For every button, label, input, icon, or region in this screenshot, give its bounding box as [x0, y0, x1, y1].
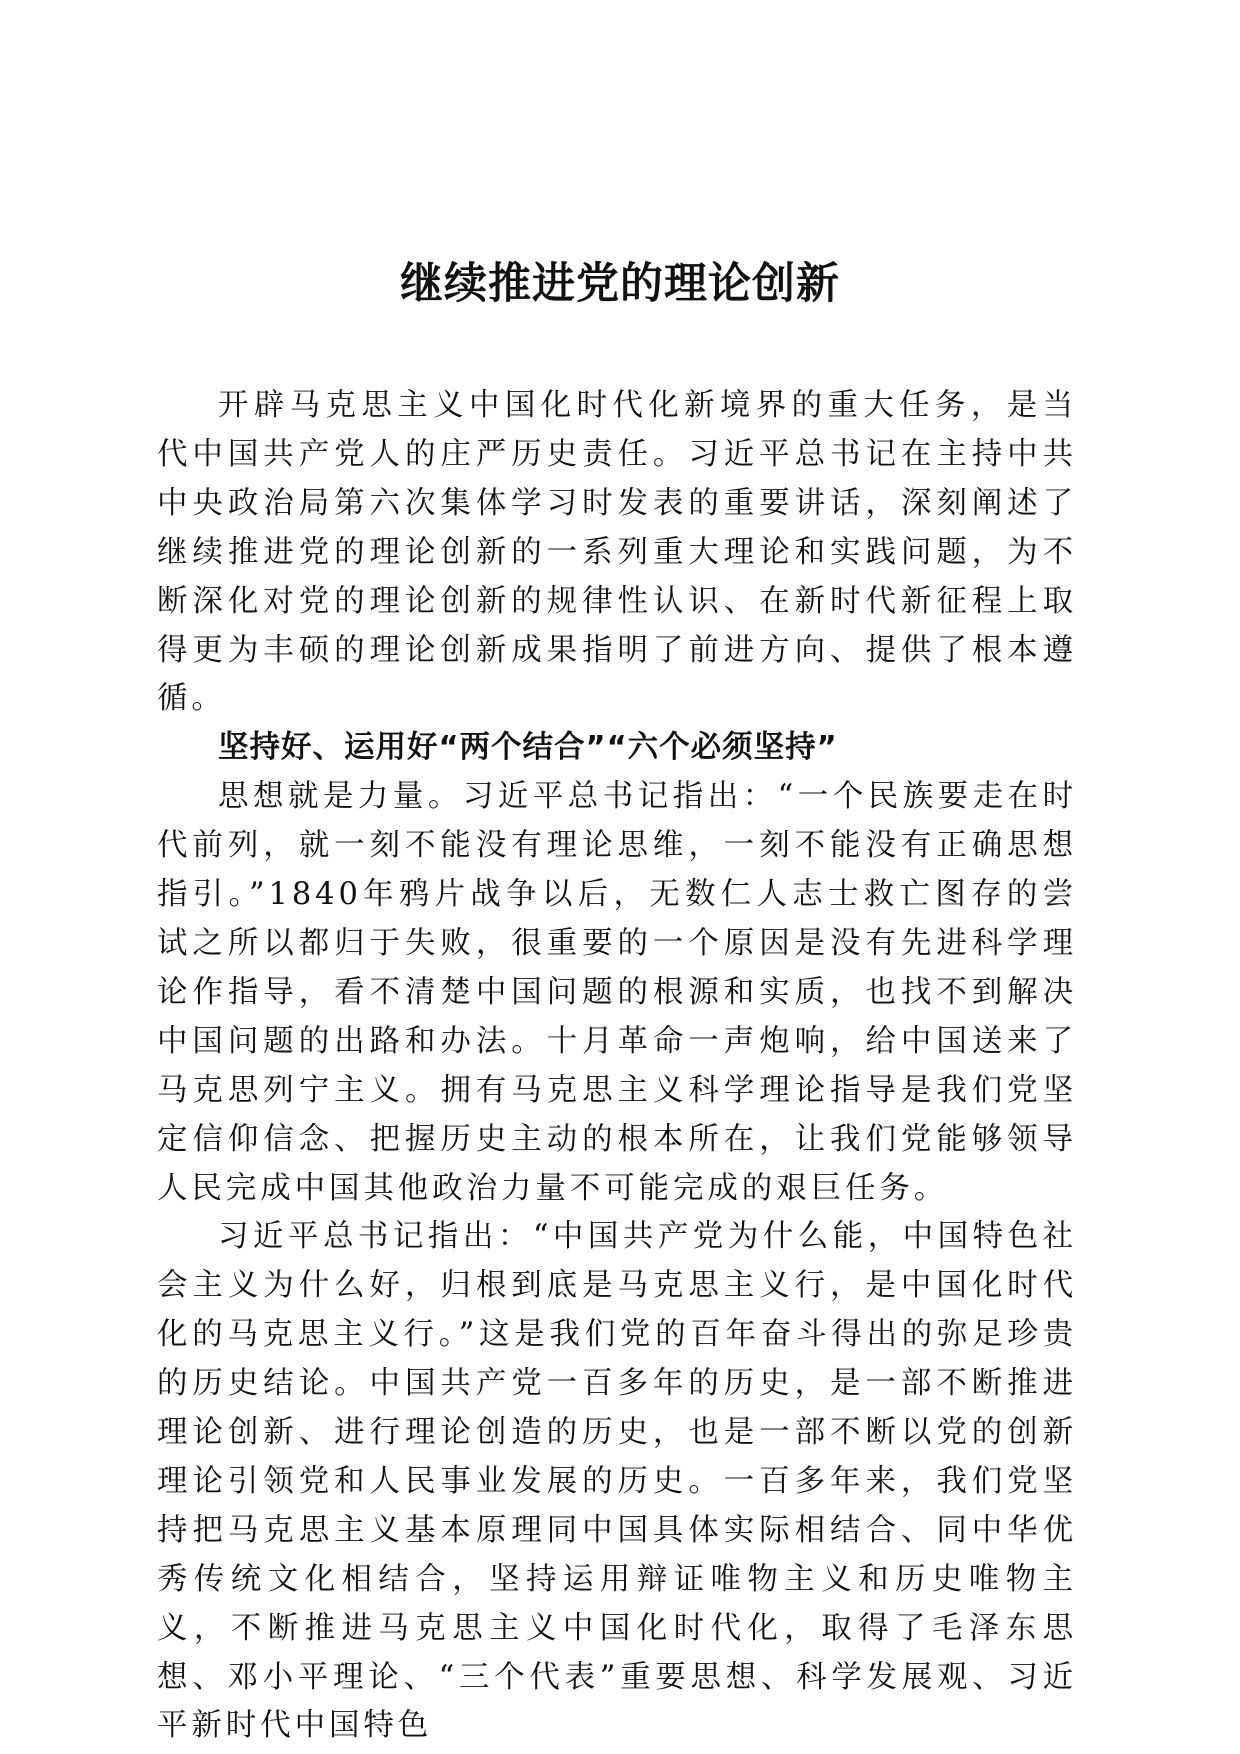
paragraph-marxism-works: 习近平总书记指出：“中国共产党为什么能，中国特色社会主义为什么好，归根到底是马克思主义行，是中国化时代化的马克思主义行。”这是我们党的百年奋斗得出的弥足珍贵的历史结论。中国共产党一百多年的历史，是一部不断推进理论创新、进行理论创造的历史，也是一部不断以党的创新理论引领党和人民事业发展的历史。一百多年来，我们党坚持把马克思主义基本原理同中国具体实际相结合、同中华优秀传统文化相结合，坚持运用辩证唯物主义和历史唯物主义，不断推进马克思主义中国化时代化，取得了毛泽东思想、邓小平理论、“三个代表”重要思想、科学发展观、习近平新时代中国特色: [157, 1219, 1077, 1744]
section-heading: 坚持好、运用好“两个结合”“六个必须坚持”: [218, 730, 838, 766]
article-body: [157, 382, 1077, 1751]
page-title: 继续推进党的理论创新: [400, 259, 840, 309]
paragraph-intro: 开辟马克思主义中国化时代化新境界的重大任务，是当代中国共产党人的庄严历史责任。习近平总书记在主持中共中央政治局第六次集体学习时发表的重要讲话，深刻阐述了继续推进党的理论创新的一系列重大理论和实践问题，为不断深化对党的理论创新的规律性认识、在新时代新征程上取得更为丰硕的理论创新成果指明了前进方向、提供了根本遵循。: [157, 388, 1077, 717]
paragraph-thought-is-power: 思想就是力量。习近平总书记指出：“一个民族要走在时代前列，就一刻不能没有理论思维，一刻不能没有正确思想指引。”1840年鸦片战争以后，无数仁人志士救亡图存的尝试之所以都归于失败，很重要的一个原因是没有先进科学理论作指导，看不清楚中国问题的根源和实质，也找不到解决中国问题的出路和办法。十月革命一声炮响，给中国送来了马克思列宁主义。拥有马克思主义科学理论指导是我们党坚定信仰信念、把握历史主动的根本所在，让我们党能够领导人民完成中国其他政治力量不可能完成的艰巨任务。: [157, 779, 1077, 1206]
